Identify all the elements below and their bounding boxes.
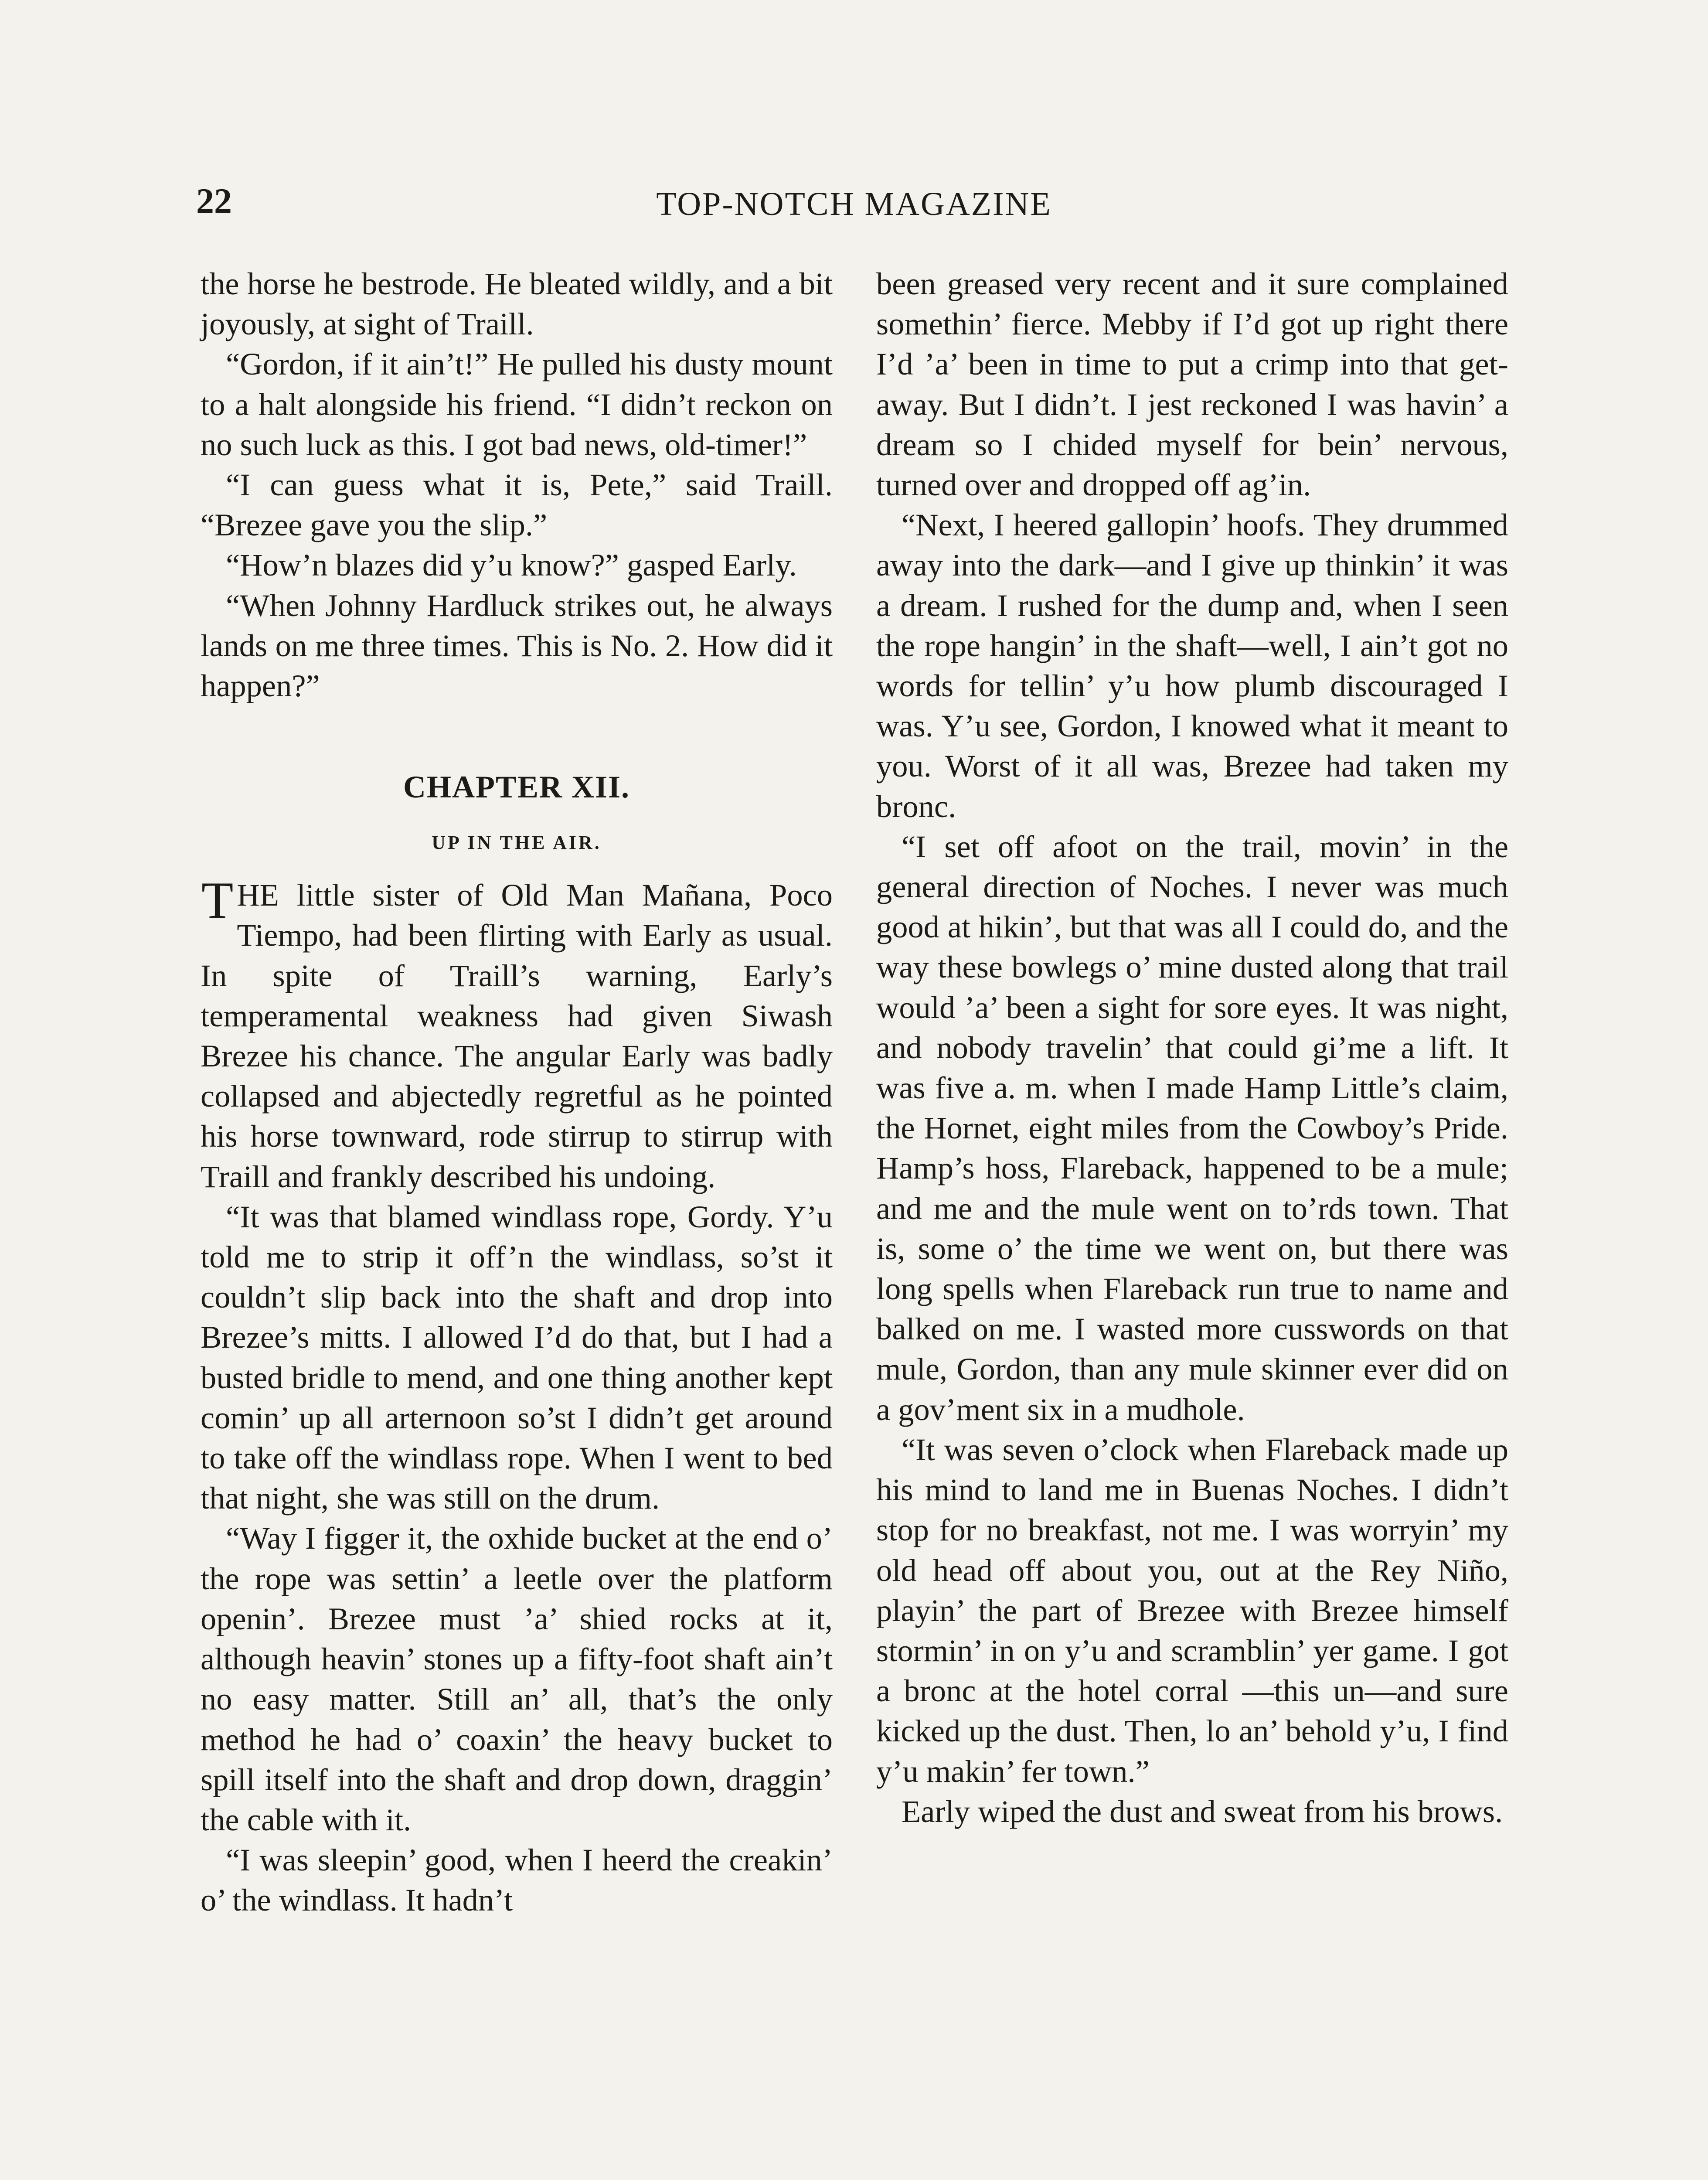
paragraph: “Way I figger it, the oxhide bucket at the end o’ the rope was settin’ a leetle over the platform openin’. Brezee must ’a’ shied rocks at it, although heavin’ stones up a fifty-foot shaft ain’t no easy matter. Still an’ all, that’s the only method he had o’ coaxin’ the heavy bucket to spill itself into the shaft and drop down, draggin’ the cable with it.: [201, 1520, 833, 1837]
page-number: 22: [196, 181, 232, 221]
paragraph: “I set off afoot on the trail, movin’ in the general direction of Noches. I never was much good at hikin’, but that was all I could do, and the way these bowlegs o’ mine dusted along that trail would ’a’ been a sight for sore eyes. It was night, and nobody travelin’ that could gi’me a lift. It was five a. m. when I made Hamp Little’s claim, the Hornet, eight miles from the Cowboy’s Pride. Hamp’s hoss, Flareback, happened to be a mule; and me and the mule went on to’rds town. That is, some o’ the time we went on, but there was long spells when Flareback run true to name and balked on me. I wasted more cusswords on that mule, Gordon, than any mule skinner ever did on a gov’ment six in a mudhole.: [876, 828, 1508, 1427]
right-column: [876, 264, 1508, 1832]
paragraph: Early wiped the dust and sweat from his brows.: [902, 1793, 1503, 1829]
chapter-subtitle: UP IN THE AIR.: [432, 832, 602, 854]
paragraph: the horse he bestrode. He bleated wildly, and a bit joyously, at sight of Traill.: [201, 266, 833, 342]
chapter-title: CHAPTER XII.: [403, 770, 630, 805]
left-column: [201, 264, 833, 1921]
paragraph: “How’n blazes did y’u know?” gasped Early.: [226, 547, 797, 583]
paragraph: “I was sleepin’ good, when I heerd the creakin’ o’ the windlass. It hadn’t: [201, 1842, 833, 1918]
running-head: TOP-NOTCH MAGAZINE: [656, 186, 1052, 222]
paragraph: “It was that blamed windlass rope, Gordy. Y’u told me to strip it off’n the windlass, so’st it couldn’t slip back into the shaft and drop into Brezee’s mitts. I allowed I’d do that, but I had a busted bridle to mend, and one thing another kept comin’ up all arternoon so’st I didn’t get around to take off the windlass rope. When I went to bed that night, she was still on the drum.: [201, 1199, 833, 1516]
paragraph: “It was seven o’clock when Flareback made up his mind to land me in Buenas Noches. I didn’t stop for no breakfast, not me. I was worryin’ my old head off about you, out at the Rey Niño, playin’ the part of Brezee with Brezee himself stormin’ in on y’u and scramblin’ yer game. I got a bronc at the hotel corral —this un—and sure kicked up the dust. Then, lo an’ behold y’u, I find y’u makin’ fer town.”: [876, 1431, 1508, 1789]
paragraph-text: HE little sister of Old Man Mañana, Poco Tiempo, had been flirting with Early as usual. In spite of Traill’s warning, Early’s temperamental weakness had given Siwash Brezee his chance. The angular Early was badly collapsed and abjectedly regretful as he pointed his horse townward, rode stirrup to stirrup with Traill and frankly described his undoing.: [201, 877, 833, 1194]
drop-cap: T: [201, 871, 234, 930]
paragraph: “I can guess what it is, Pete,” said Traill. “Brezee gave you the slip.”: [201, 467, 833, 543]
dropcap-paragraph: [201, 871, 833, 1197]
paragraph: been greased very recent and it sure complained somethin’ fierce. Mebby if I’d got up right there I’d ’a’ been in time to put a crimp into that get-away. But I didn’t. I jest reckoned I was havin’ a dream so I chided myself for bein’ nervous, turned over and dropped off ag’in.: [876, 266, 1508, 503]
paragraph: “When Johnny Hardluck strikes out, he always lands on me three times. This is No. 2. How did it happen?”: [201, 587, 833, 704]
paragraph: “Next, I heered gallopin’ hoofs. They drummed away into the dark—and I give up thinkin’ it was a dream. I rushed for the dump and, when I seen the rope hangin’ in the shaft—well, I ain’t got no words for tellin’ y’u how plumb discouraged I was. Y’u see, Gordon, I knowed what it meant to you. Worst of it all was, Brezee had taken my bronc.: [876, 507, 1508, 824]
paragraph: “Gordon, if it ain’t!” He pulled his dusty mount to a halt alongside his friend. “I didn’t reckon on no such luck as this. I got bad news, old-timer!”: [201, 346, 833, 462]
